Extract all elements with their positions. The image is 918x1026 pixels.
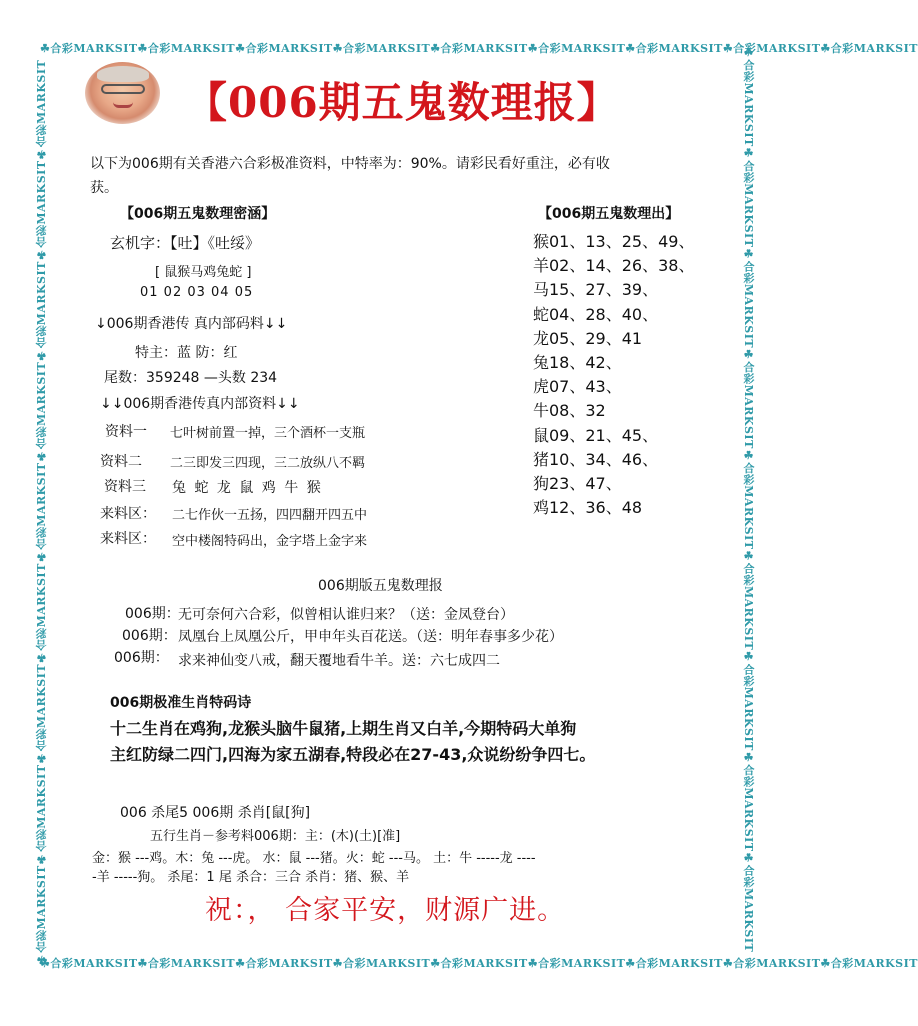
secret-section-title: 【006期五鬼数理密涵】 [120,206,276,222]
edition-label-3: 006期： [114,650,169,666]
zodiac-row: 虎07、43、 [533,377,622,397]
zodiac-row: 蛇04、28、40、 [533,304,659,324]
zodiac-row: 羊02、14、26、38、 [533,256,695,276]
info-text-5: 空中楼阁特码出，金字塔上金字来 [172,534,368,549]
element-line-1: 金：猴 ---鸡。木：兔 ---虎。 水：鼠 ---猪。火：蛇 ---马。 土：牛 -----龙 ---- [92,851,536,866]
tail-text: 尾数：359248 —头数 234 [104,370,278,386]
avatar-photo [85,62,160,124]
zodiac-numbers: 01 02 03 04 05 [140,285,254,300]
zodiac-row: 龙05、29、41 [533,328,643,348]
avatar-hair [97,66,149,82]
edition-title: 006期版五鬼数理报 [318,578,443,594]
edition-text-1: 无可奈何六合彩，似曾相认谁归来？（送：金凤登台） [178,607,514,623]
zodiac-bracket: [ 鼠猴马鸡兔蛇 ] [155,265,252,280]
poem-title: 006期极准生肖特码诗 [110,695,252,711]
info-text-4: 二七作伙一五扬，四四翻开四五中 [172,508,368,523]
edition-text-2: 凤凰台上凤凰公斤，甲申年头百花送。（送：明年春事多少花） [178,629,563,645]
border-top: ☘合彩MARKSIT☘合彩MARKSIT☘合彩MARKSIT☘合彩MARKSIT☘合彩MARKSIT☘合彩MARKSIT☘合彩MARKSIT☘合彩MARKSIT☘合彩MARKSIT [40,42,918,55]
border-left: ☘合彩MARKSIT☘合彩MARKSIT☘合彩MARKSIT☘合彩MARKSIT☘合彩MARKSIT☘合彩MARKSIT☘合彩MARKSIT☘合彩MARKSIT☘合彩MARKSIT [35,59,48,966]
zodiac-row: 猴01、13、25、49、 [533,232,695,251]
info-text-2: 二三即发三四现，三二放纵八不羁 [170,456,366,471]
kill-line: 006 杀尾5 006期 杀肖[鼠[狗] [120,805,311,821]
info-label-3: 资料三 [104,479,146,495]
edition-text-3: 求来神仙变八戒，翻天覆地看牛羊。送：六七成四二 [178,653,500,669]
zodiac-row: 猪10、34、46、 [533,449,659,469]
edition-label-2: 006期： [122,628,177,644]
zodiac-row: 牛08、32 [533,401,606,421]
numbers-section-title: 【006期五鬼数理出】 [538,206,680,222]
poem-line-1: 十二生肖在鸡狗,龙猴头脑牛鼠猪,上期生肖又白羊,今期特码大单狗 [110,719,577,738]
intro-line-1: 以下为006期有关香港六合彩极准资料，中特率为：90%。请彩民看好重注，必有收 [90,156,610,172]
zodiac-row: 兔18、42、 [533,353,622,373]
avatar-mouth [113,102,133,108]
info-text-1: 七叶树前置一掉，三个酒杯一支瓶 [170,426,366,441]
zodiac-row: 马15、27、39、 [533,280,659,300]
special-text: 特主：蓝 防：红 [135,345,238,361]
wuxing-line: 五行生肖－参考料006期：主：(木)(土)[准] [150,829,401,844]
info-label-2: 资料二 [100,454,142,470]
blessing-text: 祝：， 合家平安，财源广进。 [205,895,566,926]
edition-label-1: 006期： [125,606,180,622]
info-label-1: 资料一 [105,424,147,440]
info-text-3: 兔 蛇 龙 鼠 鸡 牛 猴 [172,480,323,496]
info-label-4: 来料区： [100,506,156,522]
poem-line-2: 主红防绿二四门,四海为家五湖春,特段必在27-43,众说纷纷争四七。 [110,745,596,764]
page-title: 【006期五鬼数理报】 [185,78,620,127]
avatar-glasses [101,84,145,94]
zodiac-row: 狗23、47、 [533,474,622,494]
zodiac-number-list [533,230,694,520]
element-line-2: -羊 -----狗。 杀尾：1 尾 杀合：三合 杀肖：猪、猴、羊 [92,870,410,885]
info-label-5: 来料区： [100,531,156,547]
inner-code-title: ↓006期香港传 真内部码料↓↓ [95,316,288,332]
intro-line-2: 获。 [90,180,118,196]
inner-info-title: ↓↓006期香港传真内部资料↓↓ [100,396,300,412]
zodiac-row: 鼠09、21、45、 [533,425,659,445]
border-right: ☘合彩MARKSIT☘合彩MARKSIT☘合彩MARKSIT☘合彩MARKSIT☘合彩MARKSIT☘合彩MARKSIT☘合彩MARKSIT☘合彩MARKSIT☘合彩MARKSIT [742,46,755,953]
border-bottom: ☘合彩MARKSIT☘合彩MARKSIT☘合彩MARKSIT☘合彩MARKSIT☘合彩MARKSIT☘合彩MARKSIT☘合彩MARKSIT☘合彩MARKSIT☘合彩MARKSIT [40,957,918,970]
zodiac-row: 鸡12、36、48 [533,498,643,518]
riddle-text: 玄机字：【吐】《吐绥》 [110,234,261,252]
